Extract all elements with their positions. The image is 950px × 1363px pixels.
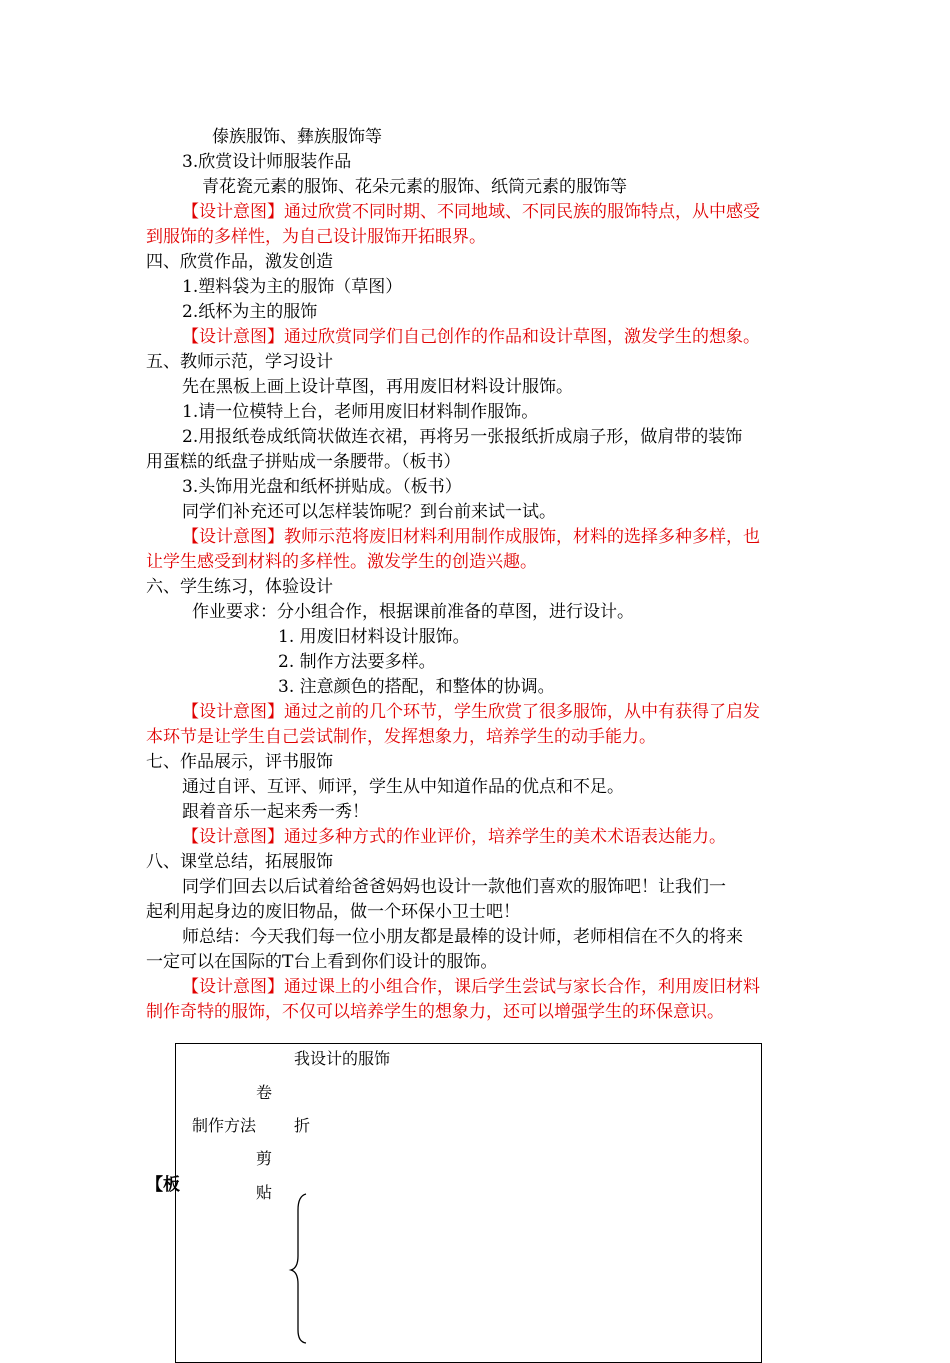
text-line: 用蛋糕的纸盘子拼贴成一条腰带。（板书）	[146, 452, 461, 472]
list-item: 3. 注意颜色的搭配，和整体的协调。	[278, 677, 555, 697]
board-heading: 【板	[146, 1175, 180, 1195]
design-intent-note: 【设计意图】通过课上的小组合作，课后学生尝试与家长合作，利用废旧材料	[182, 977, 760, 997]
board-design-box	[175, 1043, 762, 1363]
section-heading: 八、课堂总结，拓展服饰	[146, 852, 333, 872]
text-line: 2.纸杯为主的服饰	[182, 302, 318, 322]
text-line: 1.塑料袋为主的服饰（草图）	[182, 277, 403, 297]
list-item: 2. 制作方法要多样。	[278, 652, 436, 672]
design-intent-note: 制作奇特的服饰，不仅可以培养学生的想象力，还可以增强学生的环保意识。	[146, 1002, 724, 1022]
method-paste: 贴	[256, 1183, 273, 1202]
design-intent-note: 让学生感受到材料的多样性。激发学生的创造兴趣。	[146, 552, 537, 572]
section-heading: 四、欣赏作品，激发创造	[146, 252, 333, 272]
method-label: 制作方法	[192, 1116, 257, 1135]
curly-brace-icon	[288, 1192, 312, 1344]
text-line: 1.请一位模特上台，老师用废旧材料制作服饰。	[182, 402, 539, 422]
list-item: 1. 用废旧材料设计服饰。	[278, 627, 470, 647]
text-line: 2.用报纸卷成纸筒状做连衣裙，再将另一张报纸折成扇子形，做肩带的装饰	[182, 427, 743, 447]
design-intent-note: 【设计意图】通过欣赏不同时期、不同地域、不同民族的服饰特点，从中感受	[182, 202, 760, 222]
text-line: 青花瓷元素的服饰、花朵元素的服饰、纸筒元素的服饰等	[202, 177, 627, 197]
text-line: 3.欣赏设计师服装作品	[182, 152, 352, 172]
text-line: 通过自评、互评、师评，学生从中知道作品的优点和不足。	[182, 777, 624, 797]
section-heading: 五、教师示范，学习设计	[146, 352, 333, 372]
design-intent-note: 【设计意图】通过欣赏同学们自己创作的作品和设计草图，激发学生的想象。	[182, 327, 760, 347]
text-line: 傣族服饰、彝族服饰等	[212, 127, 382, 147]
text-line: 师总结：今天我们每一位小朋友都是最棒的设计师，老师相信在不久的将来	[182, 927, 743, 947]
text-line: 一定可以在国际的T台上看到你们设计的服饰。	[146, 952, 498, 972]
design-intent-note: 【设计意图】通过之前的几个环节，学生欣赏了很多服饰，从中有获得了启发	[182, 702, 760, 722]
board-title: 我设计的服饰	[294, 1049, 391, 1068]
design-intent-note: 本环节是让学生自己尝试制作，发挥想象力，培养学生的动手能力。	[146, 727, 656, 747]
text-line: 同学们补充还可以怎样装饰呢？到台前来试一试。	[182, 502, 556, 522]
section-heading: 七、作品展示，评书服饰	[146, 752, 333, 772]
text-line: 作业要求：分小组合作，根据课前准备的草图，进行设计。	[192, 602, 634, 622]
design-intent-note: 到服饰的多样性，为自己设计服饰开拓眼界。	[146, 227, 486, 247]
text-line: 同学们回去以后试着给爸爸妈妈也设计一款他们喜欢的服饰吧！让我们一	[182, 877, 726, 897]
design-intent-note: 【设计意图】通过多种方式的作业评价，培养学生的美术术语表达能力。	[182, 827, 726, 847]
method-cut: 剪	[256, 1149, 273, 1168]
text-line: 跟着音乐一起来秀一秀！	[182, 802, 369, 822]
text-line: 3.头饰用光盘和纸杯拼贴成。（板书）	[182, 477, 462, 497]
design-intent-note: 【设计意图】教师示范将废旧材料利用制作成服饰，材料的选择多种多样，也	[182, 527, 760, 547]
text-line: 起利用起身边的废旧物品，做一个环保小卫士吧！	[146, 902, 520, 922]
method-roll: 卷	[256, 1083, 273, 1102]
text-line: 先在黑板上画上设计草图，再用废旧材料设计服饰。	[182, 377, 573, 397]
section-heading: 六、学生练习，体验设计	[146, 577, 333, 597]
method-fold: 折	[294, 1116, 311, 1135]
